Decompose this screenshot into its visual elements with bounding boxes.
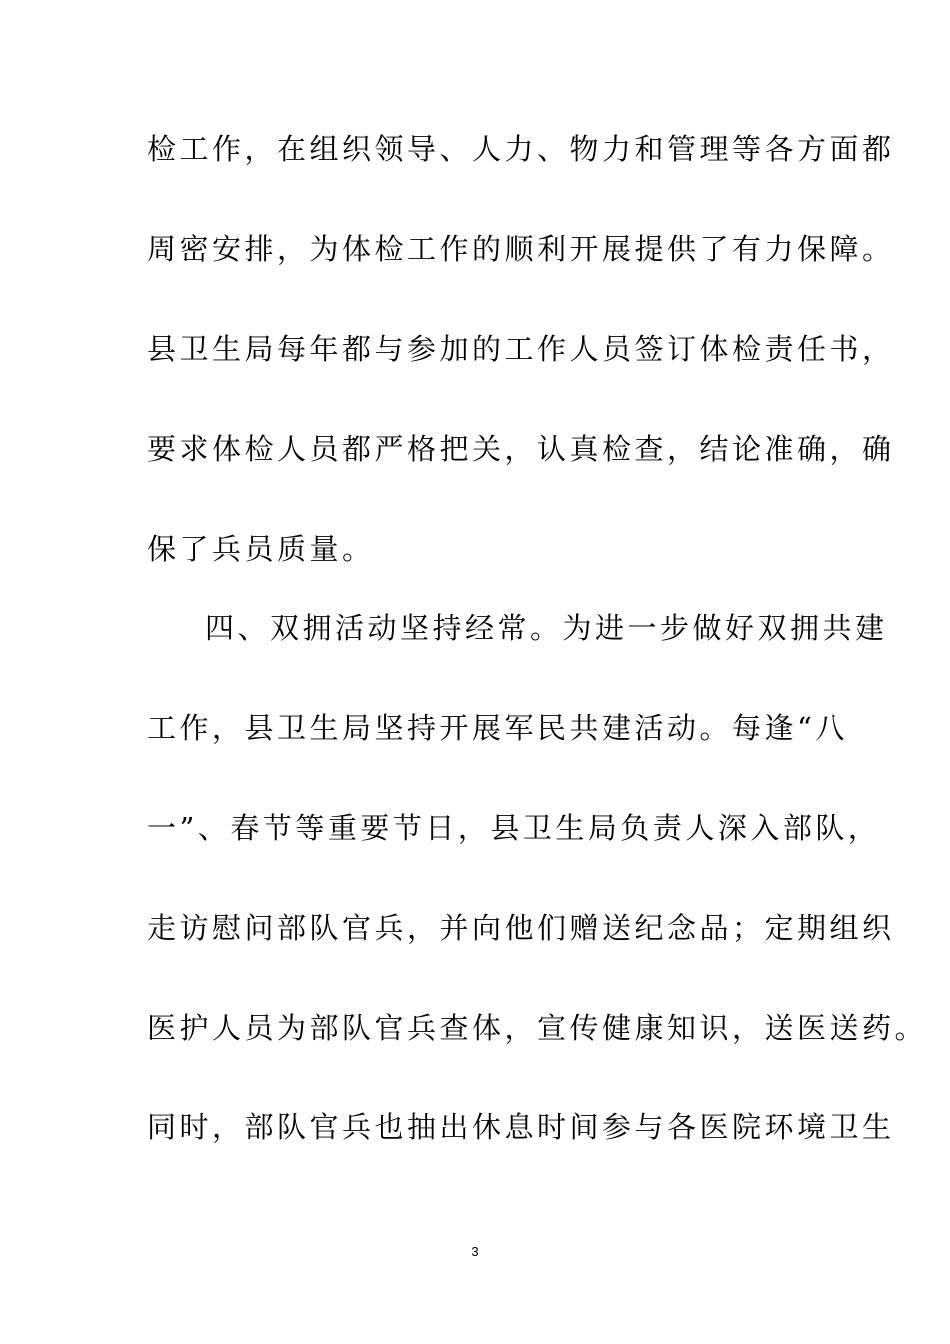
text-line-11: 同时，部队官兵也抽出休息时间参与各医院环境卫生	[147, 1110, 895, 1144]
text-line-10: 医护人员为部队官兵查体，宣传健康知识，送医送药。	[147, 1011, 928, 1045]
text-line-9: 走访慰问部队官兵，并向他们赠送纪念品；定期组织	[147, 911, 895, 945]
text-line-5: 保了兵员质量。	[147, 532, 375, 566]
text-line-1: 检工作，在组织领导、人力、物力和管理等各方面都	[147, 132, 895, 166]
text-line-7: 工作，县卫生局坚持开展军民共建活动。每逢“八	[147, 711, 848, 745]
text-line-3: 县卫生局每年都与参加的工作人员签订体检责任书，	[147, 332, 895, 366]
page-number: 3	[471, 1244, 479, 1259]
text-line-8: 一”、春节等重要节日，县卫生局负责人深入部队，	[147, 811, 881, 845]
text-line-4: 要求体检人员都严格把关，认真检查，结论准确，确	[147, 432, 895, 466]
text-line-2: 周密安排，为体检工作的顺利开展提供了有力保障。	[147, 232, 895, 266]
paragraph-heading-line: 四、双拥活动坚持经常。为进一步做好双拥共建	[205, 611, 888, 645]
